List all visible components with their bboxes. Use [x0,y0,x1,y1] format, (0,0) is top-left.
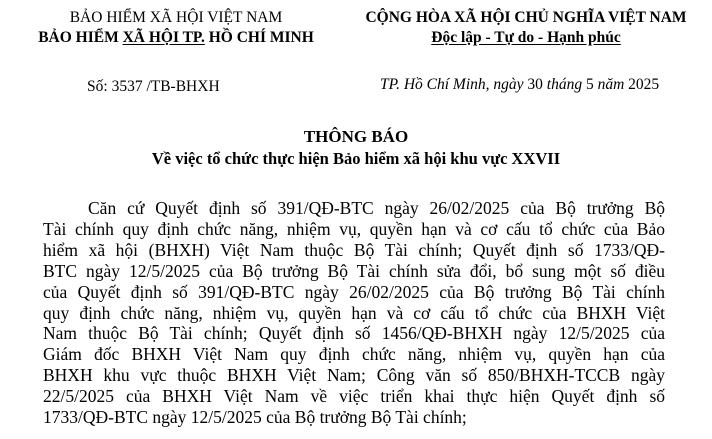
body-line: Giám đốc BHXH Việt Nam quy định chức năng, nhiệm vụ, quyền hạn của [43,344,665,365]
place-and-date [380,75,659,95]
document-subject: Về việc tổ chức thực hiện Bảo hiểm xã hội khu vực XXVII [151,149,561,168]
number-value: 3537 [111,78,143,95]
number-code: /TB-BHXH [146,78,220,95]
body-line: quy định chức năng, nhiệm vụ, quyền hạn và cơ cấu tổ chức của BHXH Việt [43,302,665,323]
body-line: Tài chính quy định chức năng, nhiệm vụ, quyền hạn và cơ cấu tổ chức của Bảo [43,218,665,239]
month-label: tháng [546,76,583,93]
body-line: Nam thuộc Bộ Tài chính; Quyết định số 1456/QĐ-BHXH ngày 12/5/2025 của [43,323,665,344]
agency-name-suffix: HỒ CHÍ MINH [204,29,314,46]
year-label: năm [597,76,625,93]
document-number [87,77,220,97]
body-line: hiểm xã hội (BHXH) Việt Nam thuộc Bộ Tài chính; Quyết định số 1733/QĐ- [43,239,665,260]
body-line: của Quyết định số 391/QĐ-BTC ngày 26/02/2025 của Bộ trưởng Bộ Tài chính [43,281,665,302]
body-line: BTC ngày 12/5/2025 của Bộ trưởng Bộ Tài chính sửa đổi, bổ sung một số điều [43,260,665,281]
body-paragraph [43,198,665,428]
date-day: 30 [527,76,543,93]
national-motto: Độc lập - Tự do - Hạnh phúc [431,29,621,46]
agency-name [6,28,346,48]
agency-name-underlined: XÃ HỘI TP. [122,29,205,46]
body-line: 22/5/2025 của BHXH Việt Nam về việc triển khai thực hiện Quyết định số [43,386,665,407]
parent-agency: BẢO HIỂM XÃ HỘI VIỆT NAM [69,9,283,26]
national-heading-block [340,8,712,48]
date-month: 5 [585,76,594,93]
number-label: Số: [87,78,108,95]
body-line: 1733/QĐ-BTC ngày 12/5/2025 của Bộ trưởng Bộ Tài chính; [43,407,467,428]
agency-name-prefix: BẢO HIỂM [38,29,123,46]
place-date-prefix: TP. Hồ Chí Minh, ngày [380,76,524,93]
nation-name: CỘNG HÒA XÃ HỘI CHỦ NGHĨA VIỆT NAM [365,9,687,26]
body-line: Căn cứ Quyết định số 391/QĐ-BTC ngày 26/02/2025 của Bộ trưởng Bộ [88,198,665,218]
issuing-agency-block [6,8,346,48]
date-year: 2025 [628,76,660,93]
document-title: THÔNG BÁO [303,127,409,146]
body-line: BHXH khu vực thuộc BHXH Việt Nam; Công văn số 850/BHXH-TCCB ngày [43,365,665,386]
